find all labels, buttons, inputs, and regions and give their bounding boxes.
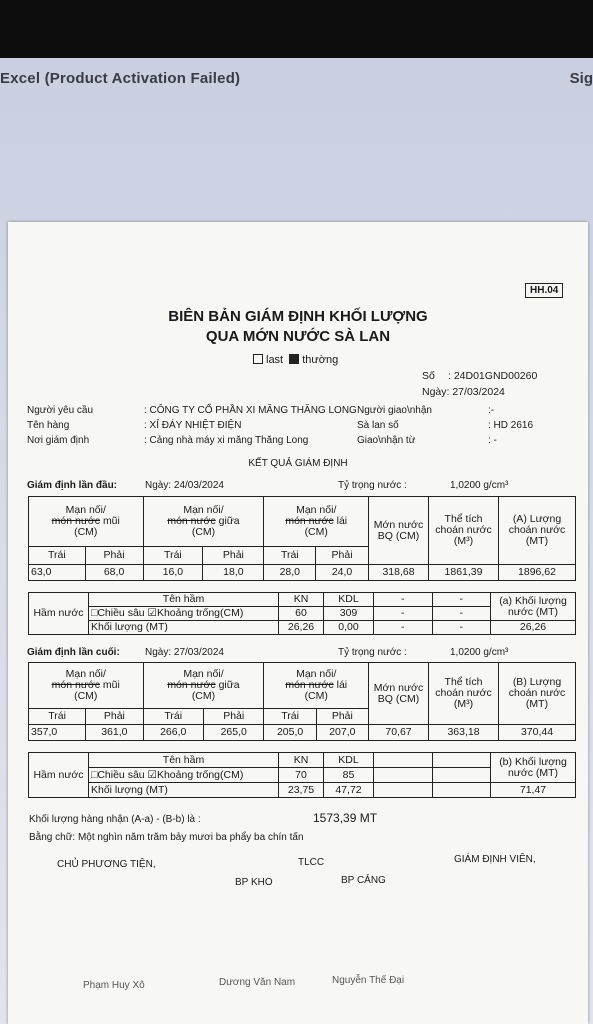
so-label: Số [422, 370, 435, 382]
first-mass-kdl: 0,00 [324, 621, 374, 635]
first-value-4: 28,0 [264, 565, 316, 581]
header-mui: Mạn nối/ món nước mũi (CM) [29, 663, 144, 709]
handler-label: Người giao\nhận [357, 405, 432, 416]
empty-cell [432, 783, 491, 798]
last-survey-date: Ngày: 27/03/2024 [145, 647, 224, 658]
last-value-1: 361,0 [86, 725, 143, 741]
header-phai: Phải [85, 547, 143, 565]
header-phai: Phải [203, 709, 264, 725]
header-trai: Trái [264, 709, 316, 725]
checkbox-last[interactable] [253, 354, 263, 364]
last-value-3: 265,0 [203, 725, 264, 741]
cargo-mass-value: 1573,39 MT [313, 811, 378, 825]
density-label-1: Tỷ trọng nước : [338, 480, 407, 491]
kn-header: KN [279, 753, 324, 768]
last-value-8: 370,44 [499, 725, 576, 741]
first-value-2: 16,0 [143, 565, 203, 581]
header-trai: Trái [29, 547, 86, 565]
ham-nuoc-label: Hầm nước [29, 753, 89, 798]
first-value-1: 68,0 [85, 565, 143, 581]
dash-cell: - [374, 621, 433, 635]
first-value-3: 18,0 [203, 565, 264, 581]
sig-owner-title: CHỦ PHƯƠNG TIỆN, [57, 859, 156, 870]
form-code: HH.04 [525, 283, 563, 298]
chieu-sau-row-label: □Chiều sâu ☑Khoảng trống(CM) [89, 607, 279, 621]
dash-cell: - [374, 593, 433, 607]
last-value-7: 363,18 [429, 725, 499, 741]
sig-inspector-title: GIÁM ĐỊNH VIÊN, [454, 854, 536, 865]
first-value-0: 63,0 [29, 565, 86, 581]
doc-title-line2: QUA MỚN NƯỚC SÀ LAN [205, 328, 391, 345]
last-value-6: 70,67 [369, 725, 429, 741]
last-mass-kn: 23,75 [279, 783, 324, 798]
first-tank-table [28, 592, 576, 635]
last-value-5: 207,0 [316, 725, 368, 741]
header-lai: Mạn nối/ món nước lái (CM) [264, 663, 369, 709]
a-khoi-luong-header: (a) Khối lượng nước (MT) [491, 593, 576, 621]
handler-value: :- [488, 405, 495, 416]
empty-cell [374, 768, 433, 783]
density-value-1: 1,0200 g/cm³ [450, 480, 509, 491]
last-value-4: 205,0 [264, 725, 316, 741]
cargo-mass-label: Khối lượng hàng nhận (A-a) - (B-b) là : [29, 814, 201, 825]
first-survey-date: Ngày: 24/03/2024 [145, 480, 224, 491]
header-phai: Phải [86, 709, 143, 725]
empty-cell [432, 768, 491, 783]
so-value: : 24D01GND00260 [448, 370, 538, 382]
monitor-bezel [0, 0, 593, 58]
requester-value: : CÔNG TY CỔ PHẦN XI MĂNG THĂNG LONG [144, 405, 357, 416]
sig-warehouse-title: BP KHO [235, 877, 273, 888]
density-label-2: Tỷ trọng nước : [338, 647, 407, 658]
chieu-sau-row-label: □Chiều sâu ☑Khoảng trống(CM) [89, 768, 279, 783]
goods-value: : XỈ ĐÁY NHIỆT ĐIỆN [144, 420, 242, 431]
requester-label: Người yêu cầu [27, 405, 94, 416]
ten-ham-header: Tên hầm [89, 593, 279, 607]
header-b-luong: (B) Lượng choán nước (MT) [499, 663, 576, 725]
header-mon-nuoc-bq: Mớn nước BQ (CM) [369, 663, 429, 725]
b-khoi-luong-header: (b) Khối lượng nước (MT) [491, 753, 576, 783]
density-value-2: 1,0200 g/cm³ [450, 647, 509, 658]
dash-cell: - [374, 607, 433, 621]
last-tank-kn: 70 [279, 768, 324, 783]
last-value-0: 357,0 [29, 725, 86, 741]
kn-header: KN [279, 593, 324, 607]
sign-in-link[interactable]: Sig [569, 70, 593, 87]
first-mass-kn: 26,26 [279, 621, 324, 635]
last-mass-kdl: 47,72 [324, 783, 374, 798]
empty-cell [374, 783, 433, 798]
barge-value: : HD 2616 [488, 420, 534, 431]
header-giua: Mạn nối/ món nước giữa (CM) [143, 663, 264, 709]
header-the-tich: Thể tích choán nước (M³) [429, 663, 499, 725]
kdl-header: KDL [324, 593, 374, 607]
first-draft-table [28, 496, 576, 581]
last-tank-kdl: 85 [324, 768, 374, 783]
header-giua: Mạn nối/ món nước giữa (CM) [143, 497, 264, 547]
khoi-luong-row-label: Khối lượng (MT) [89, 783, 279, 798]
header-phai: Phải [316, 709, 368, 725]
first-value-8: 1896,62 [499, 565, 576, 581]
sig-name-2: Dương Văn Nam [219, 977, 296, 988]
from-value: : - [488, 435, 497, 446]
result-heading: KẾT QUẢ GIÁM ĐỊNH [248, 458, 348, 469]
first-tank-kn: 60 [279, 607, 324, 621]
last-survey-label: Giám định lần cuối: [27, 647, 120, 658]
location-value: : Cảng nhà máy xi măng Thăng Long [144, 435, 309, 446]
ham-nuoc-label: Hầm nước [29, 593, 89, 635]
header-phai: Phải [316, 547, 369, 565]
dash-cell: - [432, 593, 491, 607]
type-checkboxes [253, 354, 338, 366]
last-tank-table [28, 752, 576, 798]
first-value-7: 1861,39 [429, 565, 499, 581]
last-water-total: 71,47 [491, 783, 576, 798]
checkbox-last-label: last [266, 354, 284, 366]
goods-label: Tên hàng [27, 420, 70, 431]
sig-port-title: BP CẢNG [341, 875, 386, 886]
header-a-luong: (A) Lượng choán nước (MT) [499, 497, 576, 565]
location-label: Nơi giám định [27, 435, 90, 446]
first-survey-label: Giám định lần đầu: [27, 480, 118, 491]
ten-ham-header: Tên hầm [89, 753, 279, 768]
document-page [8, 222, 588, 1024]
last-draft-table [28, 662, 576, 741]
last-value-2: 266,0 [143, 725, 203, 741]
checkbox-thuong[interactable] [289, 354, 299, 364]
doc-title-line1: BIÊN BẢN GIÁM ĐỊNH KHỐI LƯỢNG [168, 308, 428, 325]
sig-name-1: Phạm Huy Xô [83, 980, 145, 991]
from-label: Giao\nhận từ [357, 435, 416, 446]
dash-cell: - [432, 621, 491, 635]
window-title: Excel (Product Activation Failed) [0, 70, 241, 87]
header-the-tich: Thể tích choán nước (M³) [429, 497, 499, 565]
kdl-header: KDL [324, 753, 374, 768]
header-trai: Trái [143, 709, 203, 725]
barge-label: Sà lan số [357, 420, 399, 431]
khoi-luong-row-label: Khối lượng (MT) [89, 621, 279, 635]
amount-in-words: Bằng chữ: Một nghìn năm trăm bảy mươi ba phẩy ba chín tấn [29, 832, 304, 843]
header-mui: Mạn nối/ món nước mũi (CM) [29, 497, 144, 547]
first-tank-kdl: 309 [324, 607, 374, 621]
header-trai: Trái [264, 547, 316, 565]
dash-cell: - [432, 607, 491, 621]
empty-cell [432, 753, 491, 768]
sig-name-3: Nguyễn Thế Đại [332, 975, 405, 986]
header-trai: Trái [143, 547, 203, 565]
header-phai: Phải [203, 547, 264, 565]
header-trai: Trái [29, 709, 86, 725]
header-lai: Mạn nối/ món nước lái (CM) [264, 497, 369, 547]
header-mon-nuoc-bq: Mớn nước BQ (CM) [369, 497, 429, 565]
first-value-6: 318,68 [369, 565, 429, 581]
sig-tlcc-title: TLCC [298, 857, 325, 868]
empty-cell [374, 753, 433, 768]
first-water-total: 26,26 [491, 621, 576, 635]
first-value-5: 24,0 [316, 565, 369, 581]
checkbox-thuong-label: thường [302, 354, 339, 366]
doc-date: Ngày: 27/03/2024 [422, 386, 505, 398]
